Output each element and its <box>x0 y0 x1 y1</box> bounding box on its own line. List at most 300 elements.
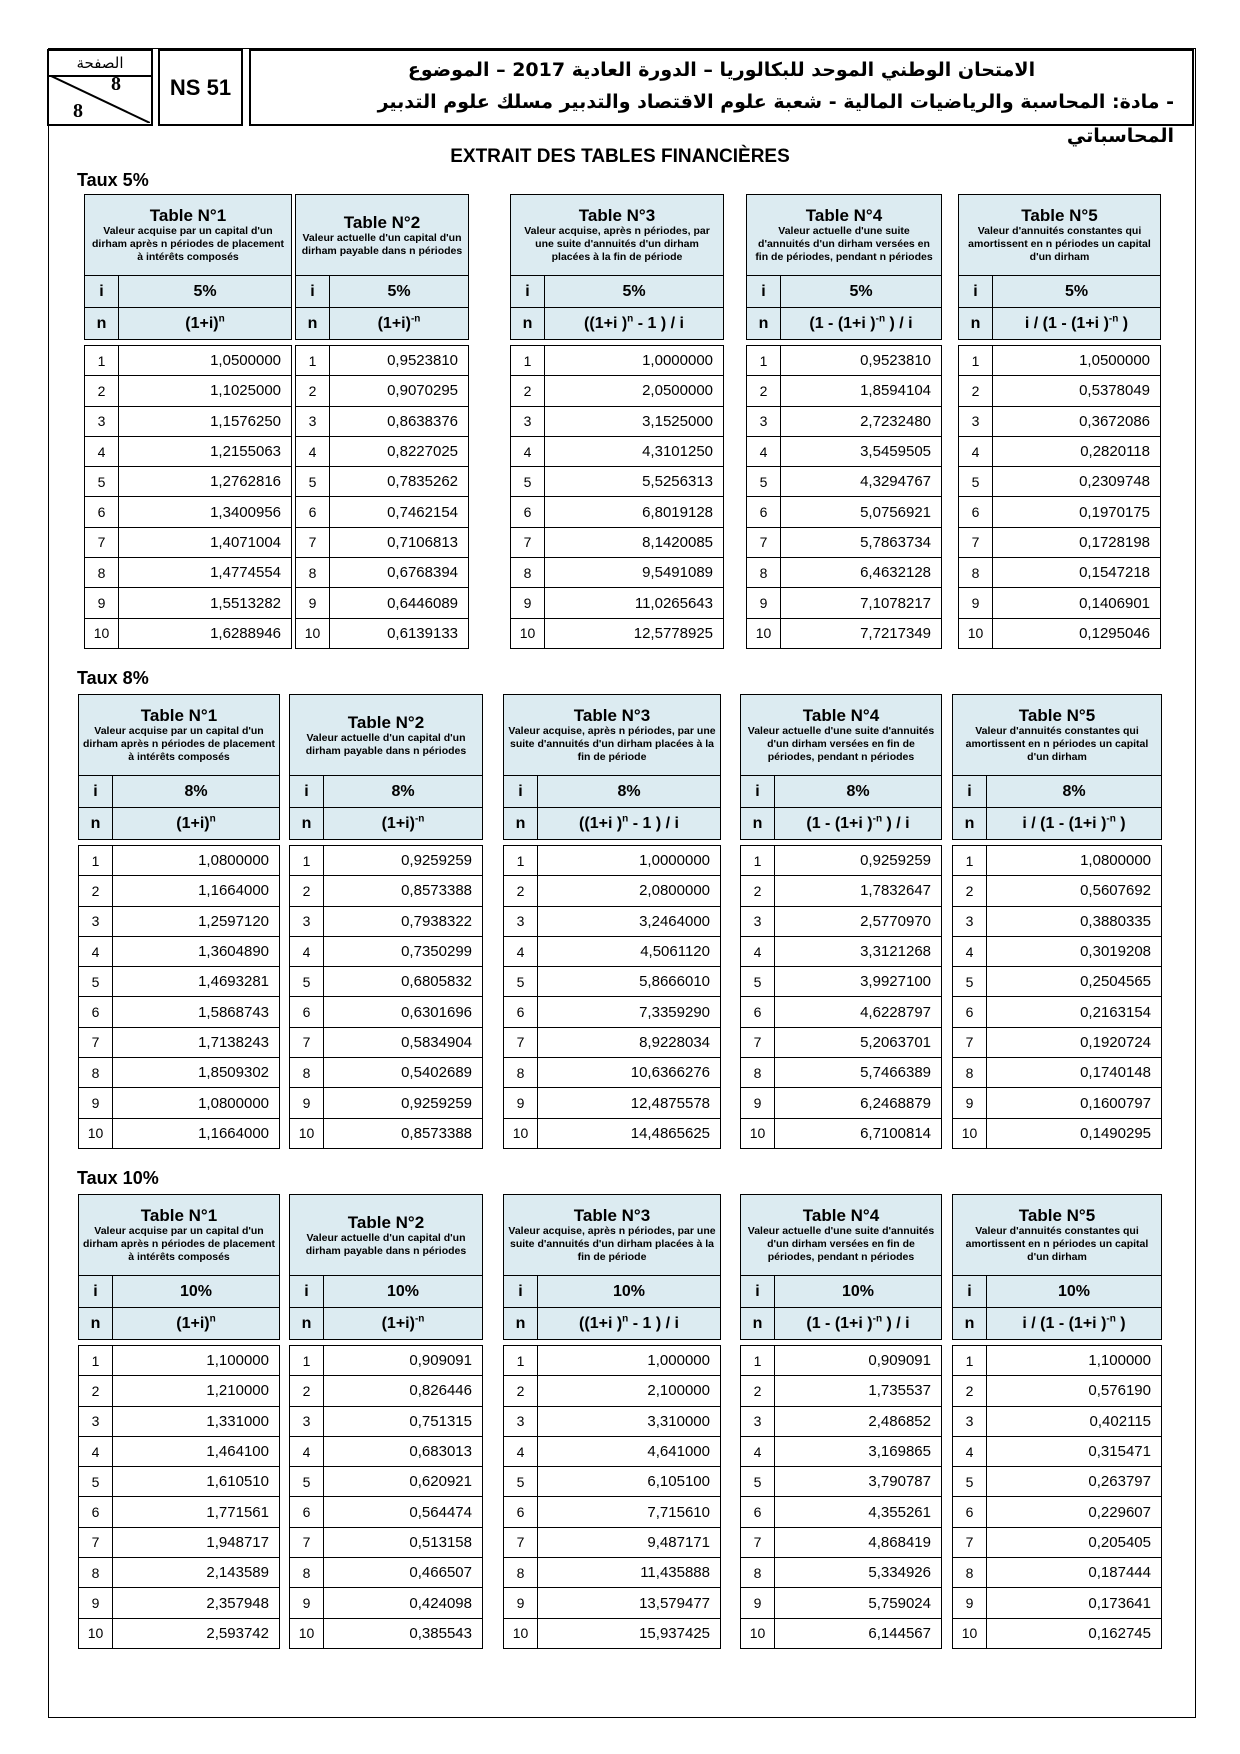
table-row <box>741 906 942 936</box>
table-description <box>953 1195 1162 1276</box>
period-number: 10 <box>741 1118 775 1148</box>
table-value: 2,7232480 <box>781 406 942 436</box>
table-value: 0,6805832 <box>324 967 483 997</box>
formula-exponent: -n <box>875 313 886 325</box>
formula-base: (1+i) <box>377 314 411 332</box>
table-description-text: Valeur acquise par un capital d'un dirham après n périodes de placement à intérêts composés <box>92 225 284 263</box>
period-number: 9 <box>504 1588 538 1618</box>
table-value: 3,1525000 <box>545 406 724 436</box>
table-value: 0,7350299 <box>324 936 483 966</box>
formula-base: (1+i) <box>381 1314 415 1332</box>
formula-base: (1+i) <box>185 314 219 332</box>
table-row <box>504 936 721 966</box>
period-number: 5 <box>953 967 987 997</box>
table-value: 2,0800000 <box>538 876 721 906</box>
period-number: 9 <box>296 588 330 618</box>
col-i-label: i <box>741 776 775 808</box>
period-number: 2 <box>511 376 545 406</box>
table-value: 1,4071004 <box>119 527 292 557</box>
period-number: 9 <box>290 1588 324 1618</box>
formula-tail: - 1 ) / i <box>633 314 684 332</box>
formula-base: (1+i) <box>381 814 415 832</box>
period-number: 5 <box>741 1467 775 1497</box>
table-value: 10,6366276 <box>538 1058 721 1088</box>
table-value: 1,2597120 <box>113 906 280 936</box>
table-row <box>747 558 942 588</box>
table-value: 0,8227025 <box>330 436 469 466</box>
period-number: 2 <box>296 376 330 406</box>
table-value: 7,715610 <box>538 1497 721 1527</box>
period-number: 10 <box>79 1118 113 1148</box>
table-title: Table N°4 <box>802 706 880 725</box>
table-value: 0,2163154 <box>987 997 1162 1027</box>
period-number: 10 <box>504 1618 538 1648</box>
table-row <box>79 1376 280 1406</box>
period-number: 9 <box>79 1088 113 1118</box>
table-value: 0,751315 <box>324 1406 483 1436</box>
period-number: 5 <box>959 467 993 497</box>
col-i-label: i <box>296 276 330 308</box>
table-row <box>296 376 469 406</box>
table-value: 0,205405 <box>987 1527 1162 1557</box>
period-number: 8 <box>290 1558 324 1588</box>
table-value: 8,1420085 <box>545 527 724 557</box>
period-number: 6 <box>79 997 113 1027</box>
formula-base: (1 - (1+i ) <box>809 314 876 332</box>
col-n-label: n <box>747 308 781 340</box>
period-number: 3 <box>79 906 113 936</box>
document-title: EXTRAIT DES TABLES FINANCIÈRES <box>450 146 790 167</box>
period-number: 7 <box>747 527 781 557</box>
period-number: 3 <box>296 406 330 436</box>
period-number: 7 <box>953 1527 987 1557</box>
table-row <box>79 936 280 966</box>
table-value: 1,771561 <box>113 1497 280 1527</box>
period-number: 6 <box>504 1497 538 1527</box>
period-number: 1 <box>504 1346 538 1376</box>
table-value: 0,1920724 <box>987 1027 1162 1057</box>
table-row <box>290 1118 483 1148</box>
table-row <box>79 1346 280 1376</box>
table-value: 0,3880335 <box>987 906 1162 936</box>
period-number: 6 <box>290 1497 324 1527</box>
table-value: 3,3121268 <box>775 936 942 966</box>
table-value: 6,144567 <box>775 1618 942 1648</box>
table-value: 1,100000 <box>113 1346 280 1376</box>
period-number: 8 <box>79 1558 113 1588</box>
period-number: 7 <box>511 527 545 557</box>
table-value: 3,2464000 <box>538 906 721 936</box>
col-i-label: i <box>290 1276 324 1308</box>
table-description <box>296 195 469 276</box>
table-row <box>85 588 292 618</box>
formula <box>113 1308 280 1340</box>
table-value: 0,1728198 <box>993 527 1161 557</box>
table-value: 0,5607692 <box>987 876 1162 906</box>
col-n-label: n <box>290 1308 324 1340</box>
table-row <box>504 997 721 1027</box>
period-number: 9 <box>747 588 781 618</box>
table-row <box>511 376 724 406</box>
table-row <box>290 1497 483 1527</box>
table-row <box>79 1027 280 1057</box>
period-number: 9 <box>79 1588 113 1618</box>
table-value: 5,8666010 <box>538 967 721 997</box>
financial-table-5 <box>958 194 1161 649</box>
period-number: 2 <box>504 876 538 906</box>
table-row <box>741 1346 942 1376</box>
table-row <box>296 346 469 376</box>
formula <box>545 308 724 340</box>
rate-value: 5% <box>330 276 469 308</box>
table-row <box>741 1527 942 1557</box>
table-row <box>85 346 292 376</box>
table-value: 1,000000 <box>538 1346 721 1376</box>
table-row <box>85 467 292 497</box>
table-row <box>79 1406 280 1436</box>
table-row <box>511 588 724 618</box>
period-number: 2 <box>953 876 987 906</box>
table-row <box>747 376 942 406</box>
formula-exponent: n <box>209 1313 216 1325</box>
period-number: 10 <box>79 1618 113 1648</box>
table-value: 1,0000000 <box>545 346 724 376</box>
formula-base: i / (1 - (1+i ) <box>1024 314 1109 332</box>
formula <box>324 808 483 840</box>
table-value: 4,355261 <box>775 1497 942 1527</box>
period-number: 10 <box>747 618 781 648</box>
period-number: 4 <box>85 436 119 466</box>
table-row <box>953 1406 1162 1436</box>
period-number: 1 <box>747 346 781 376</box>
table-value: 1,0800000 <box>113 846 280 876</box>
table-value: 7,3359290 <box>538 997 721 1027</box>
table-row <box>290 1436 483 1466</box>
table-row <box>504 1467 721 1497</box>
period-number: 8 <box>959 558 993 588</box>
table-row <box>504 1376 721 1406</box>
period-number: 5 <box>511 467 545 497</box>
table-row <box>511 467 724 497</box>
period-number: 1 <box>959 346 993 376</box>
col-i-label: i <box>741 1276 775 1308</box>
period-number: 9 <box>511 588 545 618</box>
period-number: 10 <box>953 1118 987 1148</box>
exam-title-box <box>249 49 1194 147</box>
table-value: 0,8638376 <box>330 406 469 436</box>
financial-table-4 <box>740 694 942 1149</box>
table-value: 5,759024 <box>775 1588 942 1618</box>
table-value: 0,1547218 <box>993 558 1161 588</box>
rate-value: 8% <box>775 776 942 808</box>
period-number: 10 <box>959 618 993 648</box>
period-number: 6 <box>953 1497 987 1527</box>
financial-table-5 <box>952 694 1162 1149</box>
table-row <box>953 997 1162 1027</box>
table-value: 0,402115 <box>987 1406 1162 1436</box>
period-number: 6 <box>959 497 993 527</box>
formula-base: (1 - (1+i ) <box>806 1314 873 1332</box>
table-value: 12,5778925 <box>545 618 724 648</box>
period-number: 3 <box>953 906 987 936</box>
period-number: 7 <box>504 1527 538 1557</box>
formula-exponent: n <box>209 813 216 825</box>
table-row <box>747 497 942 527</box>
formula <box>987 808 1162 840</box>
table-row <box>290 1588 483 1618</box>
period-number: 7 <box>85 527 119 557</box>
table-description <box>959 195 1161 276</box>
table-value: 11,0265643 <box>545 588 724 618</box>
period-number: 9 <box>741 1588 775 1618</box>
table-value: 0,6139133 <box>330 618 469 648</box>
formula-tail: ) <box>1115 814 1126 832</box>
table-title: Table N°4 <box>802 1206 880 1225</box>
table-row <box>959 558 1161 588</box>
formula-exponent: -n <box>872 1313 883 1325</box>
exam-title-line1: الامتحان الوطني الموحد للبكالوريا – الدورة العادية 2017 – الموضوع <box>407 59 1036 81</box>
period-number: 5 <box>953 1467 987 1497</box>
period-number: 10 <box>953 1618 987 1648</box>
table-row <box>296 436 469 466</box>
formula <box>993 308 1161 340</box>
period-number: 4 <box>511 436 545 466</box>
table-row <box>741 1497 942 1527</box>
table-row <box>953 1588 1162 1618</box>
rate-value: 5% <box>781 276 942 308</box>
financial-table-3 <box>503 1194 721 1649</box>
table-row <box>959 588 1161 618</box>
rate-value: 8% <box>987 776 1162 808</box>
formula-base: (1 - (1+i ) <box>806 814 873 832</box>
period-number: 1 <box>741 846 775 876</box>
period-number: 1 <box>953 1346 987 1376</box>
page-divider-line <box>49 75 150 123</box>
table-value: 2,143589 <box>113 1558 280 1588</box>
formula-base: ((1+i ) <box>584 314 628 332</box>
table-row <box>511 406 724 436</box>
formula-tail: ) / i <box>882 814 910 832</box>
rate-value: 5% <box>119 276 292 308</box>
table-value: 0,6446089 <box>330 588 469 618</box>
rate-value: 10% <box>113 1276 280 1308</box>
table-description <box>85 195 292 276</box>
table-value: 0,7462154 <box>330 497 469 527</box>
financial-table-1 <box>78 1194 280 1649</box>
table-value: 0,7938322 <box>324 906 483 936</box>
period-number: 5 <box>504 1467 538 1497</box>
table-row <box>747 588 942 618</box>
table-value: 0,1295046 <box>993 618 1161 648</box>
table-row <box>290 1406 483 1436</box>
table-value: 3,5459505 <box>781 436 942 466</box>
period-number: 1 <box>290 1346 324 1376</box>
table-value: 1,0800000 <box>113 1088 280 1118</box>
period-number: 2 <box>504 1376 538 1406</box>
period-number: 9 <box>290 1088 324 1118</box>
col-n-label: n <box>741 1308 775 1340</box>
period-number: 3 <box>511 406 545 436</box>
period-number: 5 <box>79 1467 113 1497</box>
financial-table-4 <box>740 1194 942 1649</box>
period-number: 5 <box>85 467 119 497</box>
period-number: 7 <box>741 1527 775 1557</box>
table-row <box>79 1118 280 1148</box>
period-number: 7 <box>959 527 993 557</box>
table-row <box>953 876 1162 906</box>
table-value: 5,334926 <box>775 1558 942 1588</box>
table-row <box>953 1346 1162 1376</box>
formula-tail: ) / i <box>885 314 913 332</box>
period-number: 4 <box>296 436 330 466</box>
col-n-label: n <box>290 808 324 840</box>
table-value: 5,7863734 <box>781 527 942 557</box>
table-row <box>504 967 721 997</box>
period-number: 3 <box>741 906 775 936</box>
period-number: 5 <box>741 967 775 997</box>
col-i-label: i <box>79 1276 113 1308</box>
formula-tail: ) <box>1115 1314 1126 1332</box>
period-number: 1 <box>504 846 538 876</box>
table-value: 1,2762816 <box>119 467 292 497</box>
table-row <box>79 967 280 997</box>
period-number: 3 <box>959 406 993 436</box>
table-row <box>959 467 1161 497</box>
table-value: 1,735537 <box>775 1376 942 1406</box>
table-row <box>741 1058 942 1088</box>
formula-base: i / (1 - (1+i ) <box>1022 1314 1107 1332</box>
table-title: Table N°1 <box>140 706 218 725</box>
table-value: 11,435888 <box>538 1558 721 1588</box>
col-n-label: n <box>953 1308 987 1340</box>
table-description-text: Valeur d'annuités constantes qui amortissent en n périodes un capital d'un dirham <box>965 1225 1149 1263</box>
table-row <box>290 1376 483 1406</box>
table-row <box>741 1376 942 1406</box>
table-value: 1,1025000 <box>119 376 292 406</box>
col-n-label: n <box>511 308 545 340</box>
period-number: 5 <box>290 967 324 997</box>
table-row <box>290 1058 483 1088</box>
table-row <box>511 558 724 588</box>
table-description <box>741 695 942 776</box>
period-number: 4 <box>959 436 993 466</box>
period-number: 1 <box>79 1346 113 1376</box>
table-value: 0,5402689 <box>324 1058 483 1088</box>
table-value: 0,9070295 <box>330 376 469 406</box>
table-value: 1,5513282 <box>119 588 292 618</box>
table-row <box>504 1346 721 1376</box>
table-row <box>953 906 1162 936</box>
period-number: 6 <box>511 497 545 527</box>
table-value: 1,7832647 <box>775 876 942 906</box>
table-row <box>504 1618 721 1648</box>
table-row <box>79 1588 280 1618</box>
table-value: 0,909091 <box>324 1346 483 1376</box>
exam-title-line2: - مادة: المحاسبة والرياضيات المالية - شعبة علوم الاقتصاد والتدبير مسلك علوم التدبير المحاسباتي <box>377 91 1174 147</box>
table-row <box>504 1527 721 1557</box>
period-number: 2 <box>747 376 781 406</box>
table-value: 0,9259259 <box>324 1088 483 1118</box>
table-value: 0,5834904 <box>324 1027 483 1057</box>
formula-exponent: -n <box>1106 1313 1116 1325</box>
table-row <box>747 618 942 648</box>
table-value: 0,1490295 <box>987 1118 1162 1148</box>
period-number: 7 <box>296 527 330 557</box>
table-value: 6,7100814 <box>775 1118 942 1148</box>
table-row <box>79 1088 280 1118</box>
table-title: Table N°2 <box>343 212 421 232</box>
table-value: 0,1740148 <box>987 1058 1162 1088</box>
table-row <box>511 618 724 648</box>
table-row <box>85 406 292 436</box>
table-value: 0,162745 <box>987 1618 1162 1648</box>
table-value: 0,424098 <box>324 1588 483 1618</box>
period-number: 1 <box>85 346 119 376</box>
period-number: 10 <box>511 618 545 648</box>
table-value: 0,1970175 <box>993 497 1161 527</box>
table-row <box>953 936 1162 966</box>
table-description-text: Valeur actuelle d'un capital d'un dirham payable dans n périodes <box>305 1231 467 1257</box>
table-value: 15,937425 <box>538 1618 721 1648</box>
table-value: 0,1600797 <box>987 1088 1162 1118</box>
table-value: 5,2063701 <box>775 1027 942 1057</box>
formula <box>113 808 280 840</box>
period-number: 7 <box>290 1027 324 1057</box>
period-number: 8 <box>79 1058 113 1088</box>
table-row <box>504 906 721 936</box>
period-number: 8 <box>953 1558 987 1588</box>
table-value: 14,4865625 <box>538 1118 721 1148</box>
table-value: 7,1078217 <box>781 588 942 618</box>
table-row <box>85 558 292 588</box>
table-description-text: Valeur actuelle d'une suite d'annuités d'un dirham versées en fin de périodes, pendant n périodes <box>747 725 935 763</box>
table-row <box>79 846 280 876</box>
period-number: 10 <box>741 1618 775 1648</box>
table-row <box>511 346 724 376</box>
table-value: 5,5256313 <box>545 467 724 497</box>
table-description-text: Valeur acquise, après n périodes, par une suite d'annuités d'un dirham placées à la fin de période <box>524 225 710 263</box>
table-row <box>290 1558 483 1588</box>
period-number: 8 <box>85 558 119 588</box>
table-value: 0,1406901 <box>993 588 1161 618</box>
table-row <box>79 1436 280 1466</box>
table-value: 8,9228034 <box>538 1027 721 1057</box>
table-value: 1,610510 <box>113 1467 280 1497</box>
table-row <box>953 1497 1162 1527</box>
col-i-label: i <box>290 776 324 808</box>
period-number: 8 <box>290 1058 324 1088</box>
table-row <box>85 436 292 466</box>
table-row <box>79 1558 280 1588</box>
table-value: 4,3101250 <box>545 436 724 466</box>
period-number: 8 <box>741 1558 775 1588</box>
table-row <box>296 588 469 618</box>
table-row <box>290 1088 483 1118</box>
table-title: Table N°5 <box>1018 1206 1096 1225</box>
col-i-label: i <box>959 276 993 308</box>
table-value: 0,513158 <box>324 1527 483 1557</box>
table-row <box>85 527 292 557</box>
period-number: 8 <box>953 1058 987 1088</box>
table-row <box>959 436 1161 466</box>
table-row <box>747 436 942 466</box>
formula <box>775 1308 942 1340</box>
table-description <box>290 1195 483 1276</box>
table-value: 2,486852 <box>775 1406 942 1436</box>
period-number: 3 <box>504 1406 538 1436</box>
table-value: 4,868419 <box>775 1527 942 1557</box>
table-value: 0,9259259 <box>324 846 483 876</box>
